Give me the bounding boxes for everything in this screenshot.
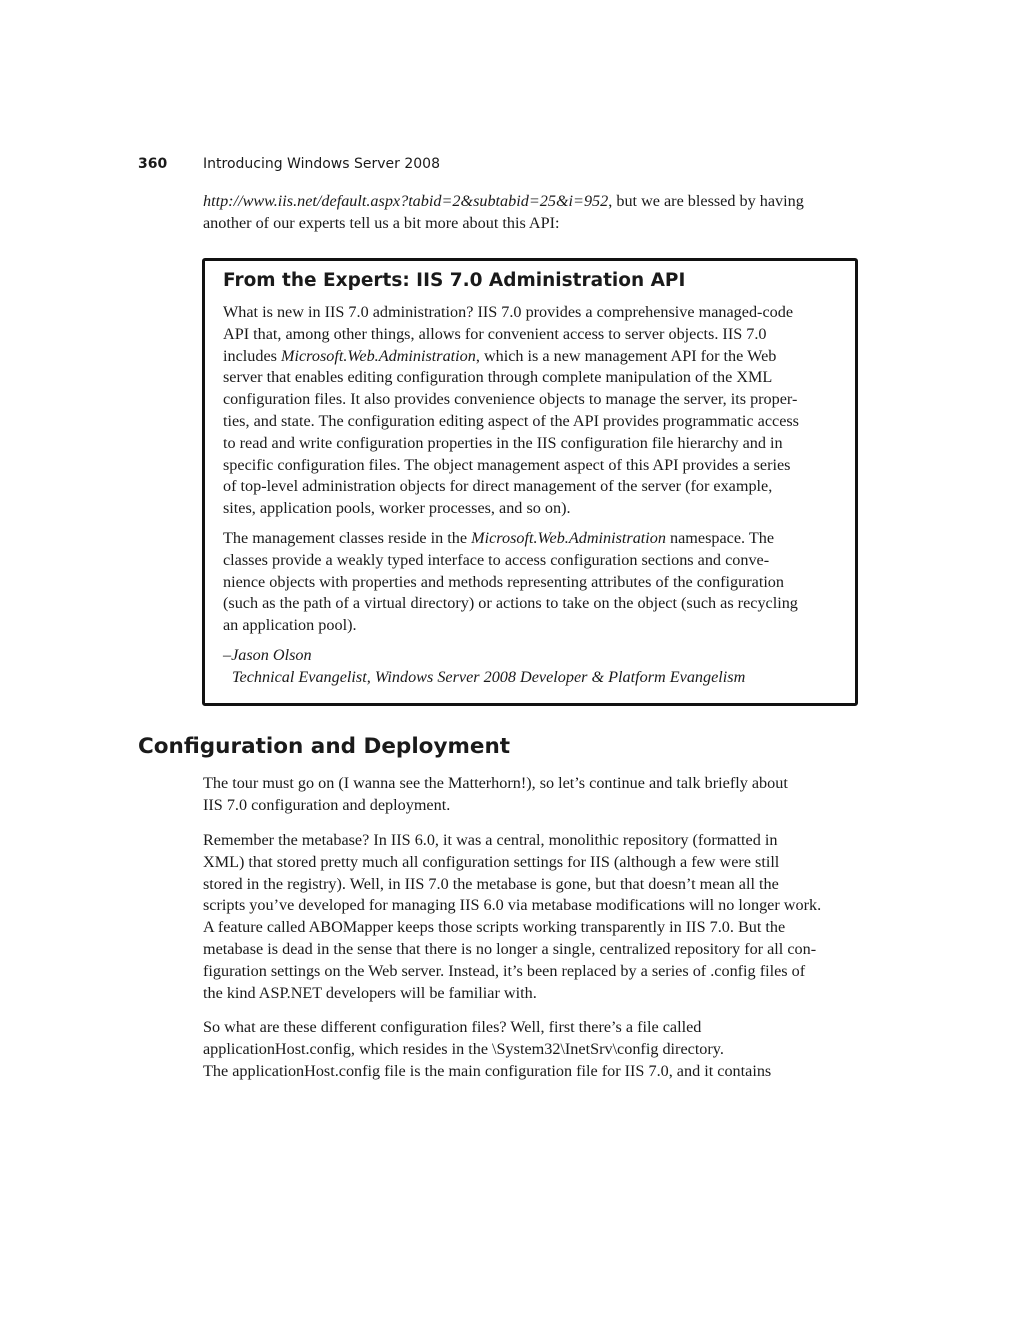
sidebar-paragraph [223, 528, 798, 637]
sidebar-author: –Jason Olson [223, 646, 312, 664]
text-line: Remember the metabase? In IIS 6.0, it was a central, monolithic repository (formatted in [203, 831, 778, 849]
text-line [223, 528, 798, 550]
text-line: specific configuration files. The object management aspect of this API provides a series [223, 455, 791, 474]
body-paragraph [203, 830, 821, 1004]
text-line: (such as the path of a virtual directory) or actions to take on the object (such as recycling [223, 594, 798, 613]
text-line: XML) that stored pretty much all configuration settings for IIS (although a few were still [203, 852, 780, 871]
text-line: an application pool). [223, 616, 357, 635]
page-number: 360 [138, 156, 168, 172]
sidebar-author-title: Technical Evangelist, Windows Server 2008 Developer & Platform Evangelism [232, 668, 746, 686]
text-line: ties, and state. The configuration editing aspect of the API provides programmatic access [223, 411, 799, 430]
text-line: nience objects with properties and methods representing attributes of the configuration [223, 572, 784, 591]
text-line [223, 346, 799, 368]
text-line: The tour must go on (I wanna see the Matterhorn!), so let’s continue and talk briefly about [203, 774, 788, 792]
running-header: Introducing Windows Server 2008 [203, 156, 440, 172]
text-line: of top-level administration objects for direct management of the server (for example, [223, 477, 773, 496]
text-line: to read and write configuration properties in the IIS configuration file hierarchy and in [223, 433, 783, 452]
text-line: API that, among other things, allows for convenient access to server objects. IIS 7.0 [223, 324, 767, 343]
text-line: applicationHost.config, which resides in the \System32\InetSrv\config directory. [203, 1039, 724, 1058]
text-line [203, 191, 804, 213]
intro-paragraph [203, 191, 804, 235]
sidebar-paragraph [223, 302, 799, 520]
text-line: the kind ASP.NET developers will be familiar with. [203, 983, 537, 1002]
text-line: sites, application pools, worker processes, and so on). [223, 499, 571, 518]
body-paragraph [203, 1017, 771, 1082]
sidebar-title: From the Experts: IIS 7.0 Administration API [223, 270, 686, 291]
text-line: figuration settings on the Web server. Instead, it’s been replaced by a series of .config files of [203, 961, 806, 980]
text-segment: , which is a new management API for the Web [475, 346, 777, 365]
text-segment: namespace. The [665, 529, 775, 547]
text-line: What is new in IIS 7.0 administration? IIS 7.0 provides a comprehensive managed-code [223, 303, 794, 321]
text-segment: includes [223, 346, 281, 365]
text-line: scripts you’ve developed for managing IIS 6.0 via metabase modifications will no longer work. [203, 896, 822, 915]
body-paragraph [203, 773, 788, 817]
text-line: classes provide a weakly typed interface to access configuration sections and conve- [223, 550, 770, 569]
italic-text: http://www.iis.net/default.aspx?tabid=2&subtabid=25&i=952 [203, 192, 609, 210]
text-line: another of our experts tell us a bit more about this API: [203, 213, 560, 232]
text-line: configuration files. It also provides convenience objects to manage the server, its proper- [223, 390, 798, 409]
text-line: server that enables editing configuration through complete manipulation of the XML [223, 368, 773, 387]
italic-text: Microsoft.Web.Administration [471, 529, 666, 547]
text-segment: , but we are blessed by having [608, 192, 804, 210]
text-line: stored in the registry). Well, in IIS 7.0 the metabase is gone, but that doesn’t mean all the [203, 874, 779, 893]
text-line: The applicationHost.config file is the main configuration file for IIS 7.0, and it contains [203, 1061, 772, 1080]
text-line: IIS 7.0 configuration and deployment. [203, 795, 451, 814]
text-segment: The management classes reside in the [223, 529, 472, 547]
italic-text: Microsoft.Web.Administration [281, 346, 476, 365]
text-line: A feature called ABOMapper keeps those scripts working transparently in IIS 7.0. But the [203, 918, 786, 937]
section-heading: Configuration and Deployment [138, 734, 511, 759]
text-line: So what are these different configuration files? Well, first there’s a file called [203, 1018, 702, 1036]
text-line: metabase is dead in the sense that there is no longer a single, centralized repository for all con- [203, 939, 817, 958]
